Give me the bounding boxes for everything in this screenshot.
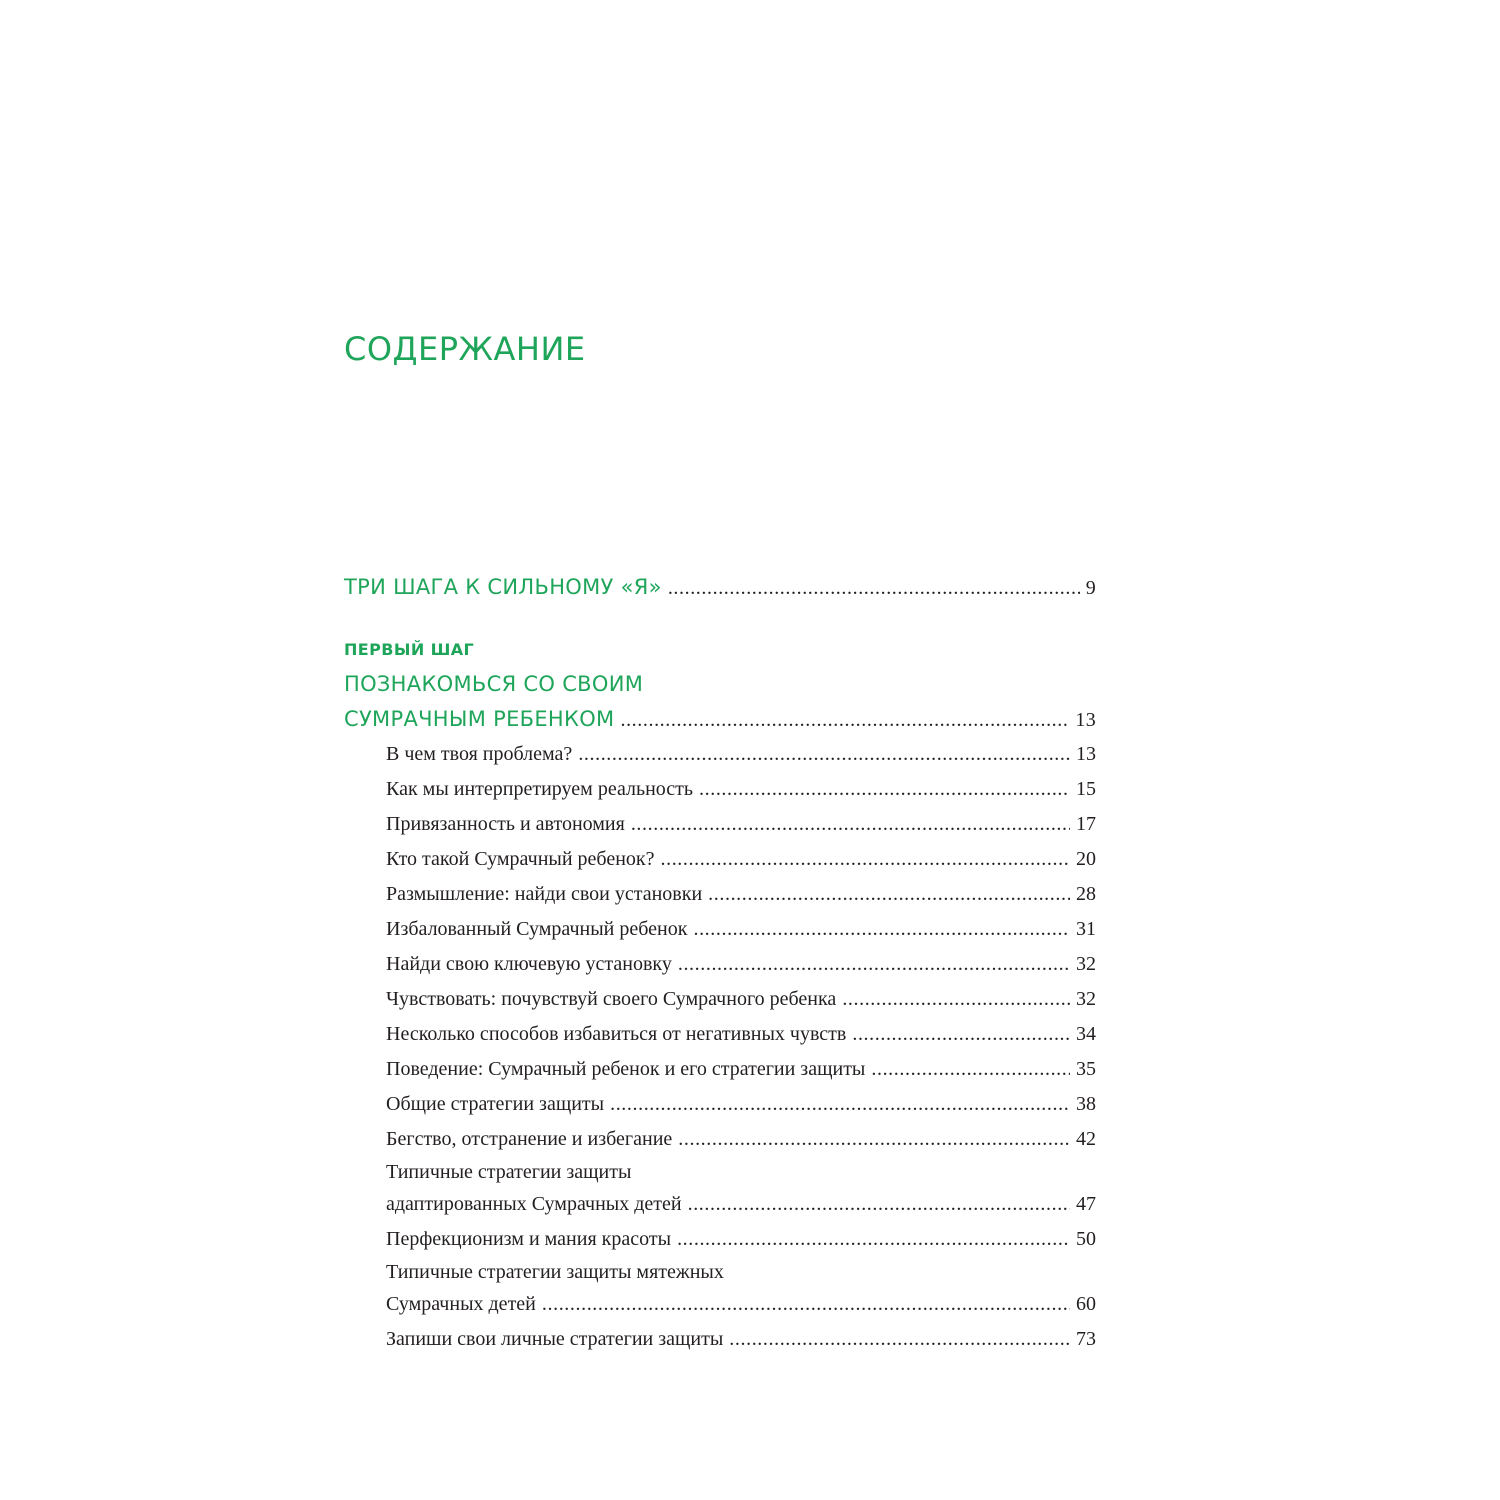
toc-entry-title: Избалованный Сумрачный ребенок <box>386 918 688 940</box>
toc-entry[interactable] <box>344 1322 1096 1357</box>
toc-entry-chapter-line1[interactable]: ПОЗНАКОМЬСЯ СО СВОИМ <box>344 672 644 696</box>
dot-leader <box>677 1222 1070 1257</box>
toc-entry-title: Привязанность и автономия <box>386 813 625 835</box>
toc-entry-page: 15 <box>1076 778 1096 800</box>
toc-entry-page: 50 <box>1076 1228 1096 1250</box>
dot-leader <box>708 877 1070 912</box>
dot-leader <box>842 982 1070 1017</box>
toc-entry-title: Запиши свои личные стратегии защиты <box>386 1328 724 1350</box>
toc-entry[interactable] <box>344 877 1096 912</box>
toc-entry-page: 38 <box>1076 1093 1096 1115</box>
toc-entry-page: 9 <box>1085 577 1096 599</box>
toc-entry[interactable] <box>344 1222 1096 1257</box>
dot-leader <box>542 1287 1070 1322</box>
toc-entry[interactable] <box>344 772 1096 807</box>
toc-entry-page: 34 <box>1076 1023 1096 1045</box>
toc-entry-page: 47 <box>1076 1193 1096 1215</box>
table-of-contents <box>344 570 1096 1357</box>
toc-entry-title: Размышление: найди свои установки <box>386 883 703 905</box>
toc-entry[interactable] <box>344 912 1096 947</box>
toc-entry[interactable] <box>344 947 1096 982</box>
dot-leader <box>871 1052 1070 1087</box>
toc-entry-page: 20 <box>1076 848 1096 870</box>
toc-entry-title: В чем твоя проблема? <box>386 743 573 765</box>
dot-leader <box>699 772 1070 807</box>
toc-entry[interactable] <box>344 1017 1096 1052</box>
page-title: СОДЕРЖАНИЕ <box>344 330 586 368</box>
toc-entry-title: адаптированных Сумрачных детей <box>386 1193 682 1215</box>
toc-entry-page: 73 <box>1076 1328 1096 1350</box>
toc-entry-line1[interactable]: Типичные стратегии защиты мятежных <box>386 1261 724 1283</box>
toc-entry[interactable] <box>344 1052 1096 1087</box>
toc-entry-line1[interactable]: Типичные стратегии защиты <box>386 1161 632 1183</box>
toc-entry[interactable] <box>344 1087 1096 1122</box>
toc-entry[interactable] <box>344 1187 1096 1222</box>
toc-entry-title: Несколько способов избавиться от негативных чувств <box>386 1023 847 1045</box>
toc-entry-page: 60 <box>1076 1293 1096 1315</box>
dot-leader <box>668 571 1080 606</box>
dot-leader <box>578 737 1070 772</box>
toc-entry-page: 31 <box>1076 918 1096 940</box>
toc-entry[interactable] <box>344 1287 1096 1322</box>
toc-entry-title: Найди свою ключевую установку <box>386 953 672 975</box>
toc-entry-intro[interactable] <box>344 570 1096 605</box>
toc-entry-page: 35 <box>1076 1058 1096 1080</box>
toc-entry-chapter[interactable] <box>344 702 1096 737</box>
toc-entry[interactable] <box>344 1122 1096 1157</box>
toc-entry-page: 28 <box>1076 883 1096 905</box>
toc-entry-page: 32 <box>1076 953 1096 975</box>
dot-leader <box>729 1322 1070 1357</box>
dot-leader <box>678 947 1070 982</box>
toc-entry-title: СУМРАЧНЫМ РЕБЕНКОМ <box>344 707 615 731</box>
toc-entry-title: Сумрачных детей <box>386 1293 536 1315</box>
toc-entry-page: 13 <box>1076 743 1096 765</box>
toc-entry-title: Чувствовать: почувствуй своего Сумрачного ребенка <box>386 988 837 1010</box>
dot-leader <box>661 842 1071 877</box>
dot-leader <box>688 1187 1070 1222</box>
dot-leader <box>678 1122 1070 1157</box>
section-label: ПЕРВЫЙ ШАГ <box>344 640 475 659</box>
toc-entry-title: Общие стратегии защиты <box>386 1093 605 1115</box>
toc-entry-page: 42 <box>1076 1128 1096 1150</box>
toc-entry[interactable] <box>344 842 1096 877</box>
dot-leader <box>693 912 1070 947</box>
toc-entry-title: Кто такой Сумрачный ребенок? <box>386 848 655 870</box>
dot-leader <box>610 1087 1070 1122</box>
toc-entry[interactable] <box>344 737 1096 772</box>
toc-entry[interactable] <box>344 982 1096 1017</box>
dot-leader <box>631 807 1070 842</box>
toc-entry-title: Перфекционизм и мания красоты <box>386 1228 672 1250</box>
toc-entry-page: 32 <box>1076 988 1096 1010</box>
dot-leader <box>620 703 1069 738</box>
toc-entry-title: Поведение: Сумрачный ребенок и его стратегии защиты <box>386 1058 866 1080</box>
toc-entry-page: 17 <box>1076 813 1096 835</box>
toc-entry-title: ТРИ ШАГА К СИЛЬНОМУ «Я» <box>344 575 662 599</box>
toc-entry[interactable] <box>344 807 1096 842</box>
dot-leader <box>852 1017 1070 1052</box>
toc-entry-title: Как мы интерпретируем реальность <box>386 778 694 800</box>
toc-entry-title: Бегство, отстранение и избегание <box>386 1128 673 1150</box>
toc-entry-page: 13 <box>1075 709 1096 731</box>
